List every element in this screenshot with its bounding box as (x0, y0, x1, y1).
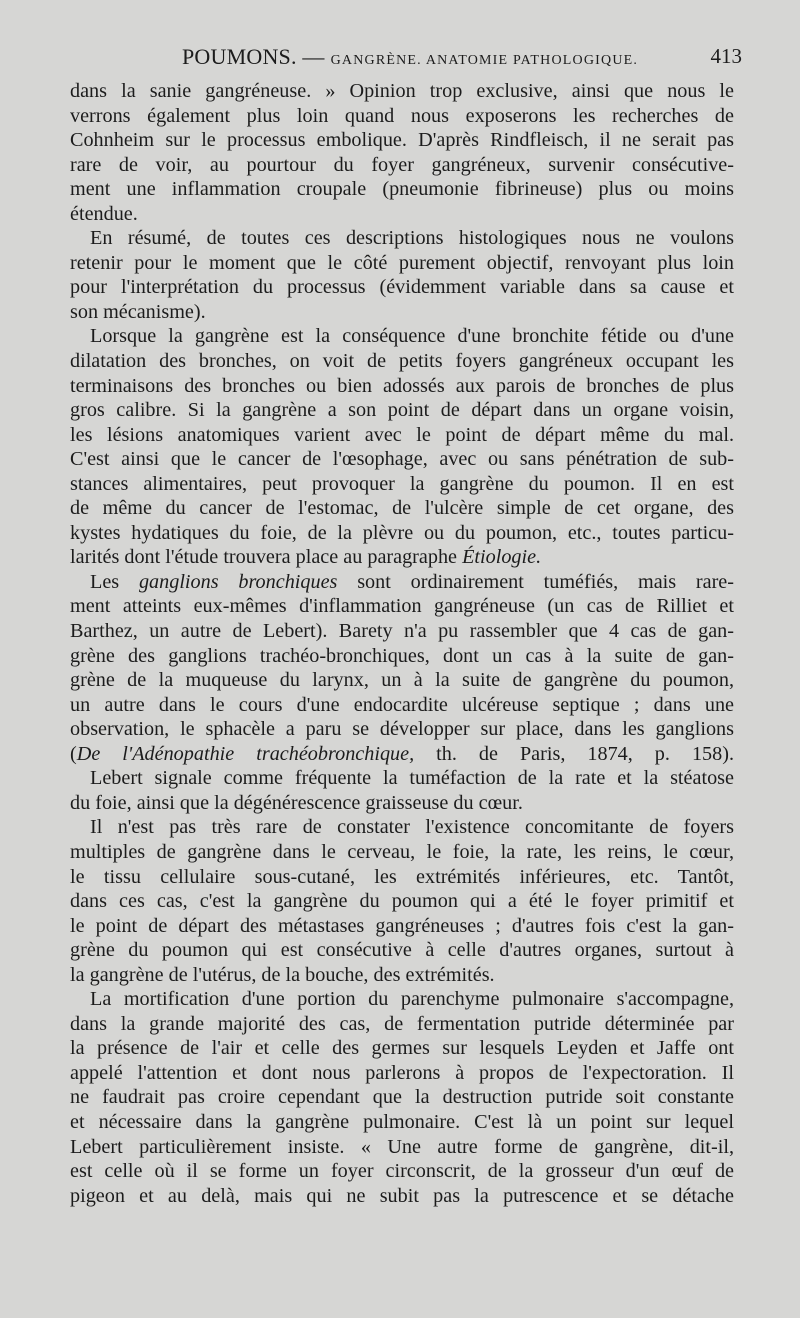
text-segment: larités dont l'étude trouvera place au paragraphe (70, 546, 458, 569)
text-line: dans la grande majorité des cas, de fermentation putride déterminée par (70, 1012, 734, 1035)
text-segment: ( (70, 742, 77, 765)
text-line: de même du cancer de l'estomac, de l'ulcère simple de cet organe, des (70, 497, 734, 520)
page-number: 413 (710, 44, 742, 68)
text-segment: Les (90, 570, 120, 593)
text-line: La mortification d'une portion du parenchyme pulmonaire s'accompagne, (90, 988, 734, 1011)
text-line: Lebert signale comme fréquente la tuméfaction de la rate et la stéatose (90, 767, 734, 790)
text-segment: sont ordinairement tuméfiés, mais rare- (357, 570, 734, 593)
text-segment: th. de Paris, 1874, p. 158). (436, 742, 734, 765)
text-line: dans ces cas, c'est la gangrène du poumon qui a été le foyer primitif et (70, 890, 734, 913)
text-line (70, 742, 734, 767)
text-line: dans la sanie gangréneuse. » Opinion trop exclusive, ainsi que nous le (70, 80, 734, 102)
text-line: un autre dans le cours d'une endocardite ulcéreuse septique ; dans une (70, 693, 734, 716)
text-line: verrons également plus loin quand nous exposerons les recherches de (70, 104, 734, 127)
text-line: Barthez, un autre de Lebert). Barety n'a pu rassembler que 4 cas de gan- (70, 620, 734, 643)
text-line: étendue. (70, 202, 138, 225)
text-line: la présence de l'air et celle des germes sur lesquels Leyden et Jaffe ont (70, 1037, 734, 1060)
text-line: grène du poumon qui est consécutive à celle d'autres organes, surtout à (70, 939, 734, 962)
text-line: ne faudrait pas croire cependant que la destruction putride soit constante (70, 1086, 734, 1109)
running-header (70, 42, 742, 72)
text-line (70, 545, 734, 570)
text-line: retenir pour le moment que le côté purement objectif, renvoyant plus loin (70, 251, 734, 274)
text-line: pigeon et au delà, mais qui ne subit pas la putrescence et se détache (70, 1184, 734, 1207)
italic-citation: De l'Adénopathie trachéobronchique, (76, 742, 415, 765)
text-line: est celle où il se forme un foyer circonscrit, de la grosseur d'un œuf de (70, 1160, 734, 1183)
running-title-main: POUMONS. — (182, 44, 325, 69)
text-line: pour l'interprétation du processus (évidemment variable dans sa cause et (70, 276, 734, 299)
text-line: kystes hydatiques du foie, de la plèvre ou du poumon, etc., toutes particu- (70, 521, 734, 544)
text-line: gros calibre. Si la gangrène a son point de départ dans un organe voisin, (70, 399, 734, 422)
italic-term: ganglions bronchiques (138, 570, 338, 593)
body-text (70, 79, 734, 1208)
text-line: Il n'est pas très rare de constater l'existence concomitante de foyers (90, 816, 734, 839)
text-line: En résumé, de toutes ces descriptions histologiques nous ne voulons (90, 227, 734, 250)
text-line: C'est ainsi que le cancer de l'œsophage, avec ou sans pénétration de sub- (70, 448, 734, 471)
text-line: le point de départ des métastases gangréneuses ; d'autres fois c'est la gan- (70, 914, 734, 937)
text-line: multiples de gangrène dans le cerveau, le foie, la rate, les reins, le cœur, (70, 840, 734, 863)
text-line: Lorsque la gangrène est la conséquence d'une bronchite fétide ou d'une (90, 325, 734, 348)
text-line: le tissu cellulaire sous-cutané, les extrémités inférieures, etc. Tantôt, (70, 865, 734, 888)
text-line: son mécanisme). (70, 300, 206, 323)
text-line: ment atteints eux-mêmes d'inflammation gangréneuse (un cas de Rilliet et (70, 595, 734, 618)
text-line: appelé l'attention et dont nous parlerons à propos de l'expectoration. Il (70, 1061, 734, 1084)
text-line: Cohnheim sur le processus embolique. D'après Rindfleisch, il ne serait pas (70, 129, 734, 152)
text-line: et nécessaire dans la gangrène pulmonaire. C'est là un point sur lequel (70, 1110, 734, 1133)
text-line: ment une inflammation croupale (pneumonie fibrineuse) plus ou moins (70, 178, 734, 201)
text-line: grène des ganglions trachéo-bronchiques, dont un cas à la suite de gan- (70, 644, 734, 667)
text-line: rare de voir, au pourtour du foyer gangréneux, survenir consécutive- (70, 153, 734, 176)
text-line: terminaisons des bronches ou bien adossés aux parois de bronches de plus (70, 374, 734, 397)
text-line: la gangrène de l'utérus, de la bouche, des extrémités. (70, 963, 495, 986)
text-line: grène de la muqueuse du larynx, un à la suite de gangrène du poumon, (70, 669, 734, 692)
text-line: Lebert particulièrement insiste. « Une autre forme de gangrène, dit-il, (70, 1135, 734, 1158)
text-line (70, 570, 734, 595)
text-line: dilatation des bronches, on voit de petits foyers gangréneux occupant les (70, 350, 734, 373)
text-line: les lésions anatomiques varient avec le point de départ même du mal. (70, 423, 734, 446)
text-line: observation, le sphacèle a paru se développer sur place, dans les ganglions (70, 718, 734, 741)
running-title-subtitle: GANGRÈNE. ANATOMIE PATHOLOGIQUE. (330, 53, 639, 68)
text-line: stances alimentaires, peut provoquer la gangrène du poumon. Il en est (70, 472, 734, 495)
text-line: du foie, ainsi que la dégénérescence graisseuse du cœur. (70, 791, 523, 814)
italic-reference: Étiologie. (462, 546, 542, 569)
running-title (182, 44, 638, 70)
